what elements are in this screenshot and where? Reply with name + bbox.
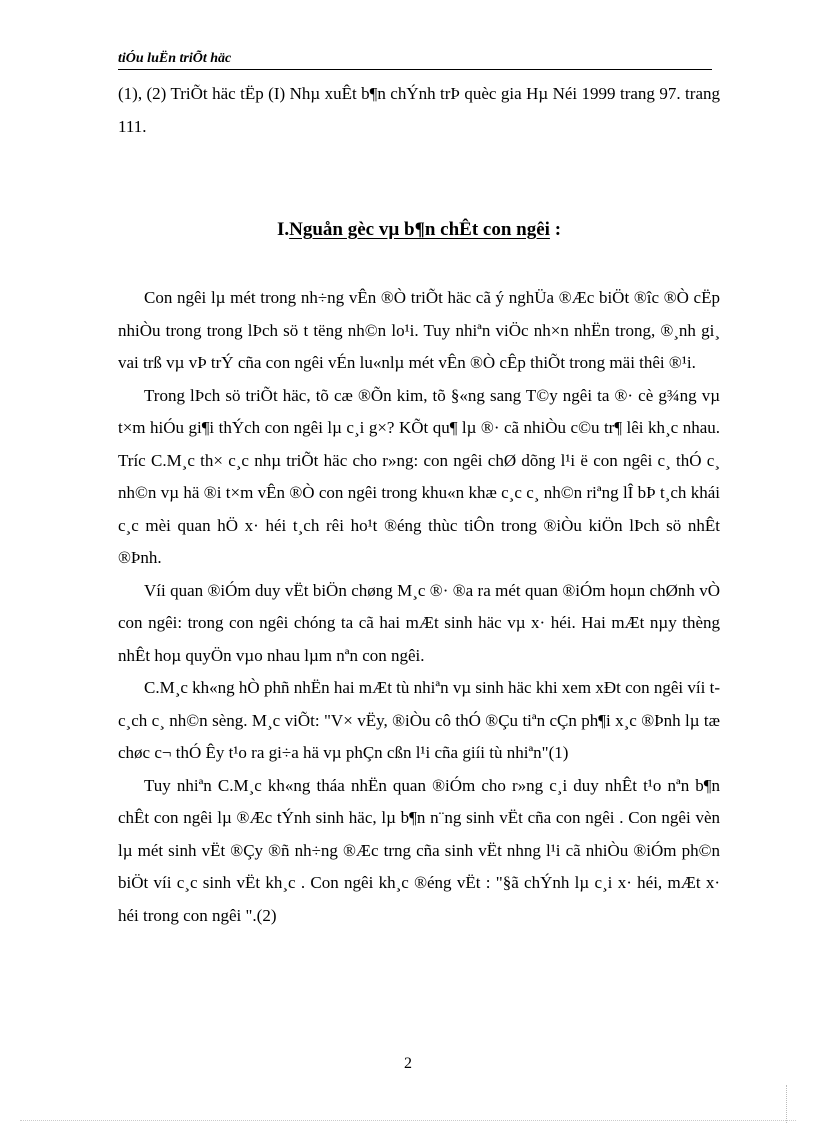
- section-title-text: Nguån gèc vµ b¶n chÊt con ngêi: [289, 219, 550, 240]
- paragraph: Víi quan ®iÓm duy vËt biÖn chøng M¸c ®· ®a ra mét quan ®iÓm hoµn chØnh vÒ con ngêi: trong con ngêi chóng ta cã hai mÆt sinh häc vµ x· héi. Hai mÆt nµy thèng nhÊt hoµ quyÖn vµo nhau lµm nªn con ngêi.: [118, 580, 720, 665]
- section-number: I.: [276, 219, 290, 240]
- paragraph: Tuy nhiªn C.M¸c kh«ng tháa nhËn quan ®iÓm cho r»ng c¸i duy nhÊt t¹o nªn b¶n chÊt con ngêi lµ ®Æc tÝnh sinh häc, lµ b¶n n¨ng sinh vËt cña con ngêi . Con ngêi vèn lµ mét sinh vËt ®Çy ®ñ nh÷ng ®Æc trng cña sinh vËt nhng l¹i cã nhiÒu ®iÓm ph©n biÖt víi c¸c sinh vËt kh¸c . Con ngêi kh¸c ®éng vËt : "§ã chÝnh lµ c¸i x· héi, mÆt x· héi trong con ngêi ".(2): [118, 775, 720, 925]
- body-content: [118, 282, 720, 932]
- running-header: tiÓu luËn triÕt häc: [118, 50, 712, 70]
- paragraph: C.M¸c kh«ng hÒ phñ nhËn hai mÆt tù nhiªn vµ sinh häc khi xem xÐt con ngêi víi t c¸ch c¸ nh©n sèng. M¸c viÕt: "V× vËy, ®iÒu cô thÓ ®Çu tiªn cÇn ph¶i x¸c ®Þnh lµ tæ chøc c¬ thÓ Êy t¹o ra gi÷a hä vµ phÇn cßn l¹i cña giíi tù nhiªn"(1): [118, 678, 720, 762]
- paragraph: Con ngêi lµ mét trong nh÷ng vÊn ®Ò triÕt häc cã ý nghÜa ®Æc biÖt ®îc ®Ò cËp nhiÒu trong trong lÞch sö t tëng nh©n lo¹i. Tuy nhiªn viÖc nh×n nhËn trong, ®¸nh gi¸ vai trß vµ vÞ trÝ cña con ngêi vÉn lu«nlµ mét vÊn ®Ò cÊp thiÕt trong mäi thêi ®¹i.: [118, 288, 720, 372]
- footnote-reference: (1), (2) TriÕt häc tËp (I) Nhµ xuÊt b¶n chÝnh trÞ quèc gia Hµ Néi 1999 trang 97. trang 111.: [118, 84, 720, 136]
- section-title-suffix: :: [549, 219, 562, 240]
- paragraph: Trong lÞch sö triÕt häc, tõ cæ ®Õn kim, tõ §«ng sang T©y ngêi ta ®· cè g¾ng vµ t×m hiÓu gi¶i thÝch con ngêi lµ c¸i g×? KÕt qu¶ lµ ®· cã nhiÒu c©u tr¶ lêi kh¸c nhau. Tríc C.M¸c th× c¸c nhµ triÕt häc cho r»ng: con ngêi chØ dõng l¹i ë con ngêi c¸ thÓ c¸ nh©n vµ hä ®i t×m vÊn ®Ò con ngêi trong khu«n khæ c¸c c¸ nh©n riªng lÎ bÞ t¸ch khái c¸c mèi quan hÖ x· héi t¸ch rêi ho¹t ®éng thùc tiÔn trong ®iÒu kiÖn lÞch sö nhÊt ®Þnh.: [118, 385, 720, 567]
- page-number: 2: [404, 1055, 412, 1072]
- section-heading: [118, 216, 720, 244]
- margin-guide-line: [786, 1085, 787, 1123]
- page-bottom-guide-line: [20, 1120, 796, 1121]
